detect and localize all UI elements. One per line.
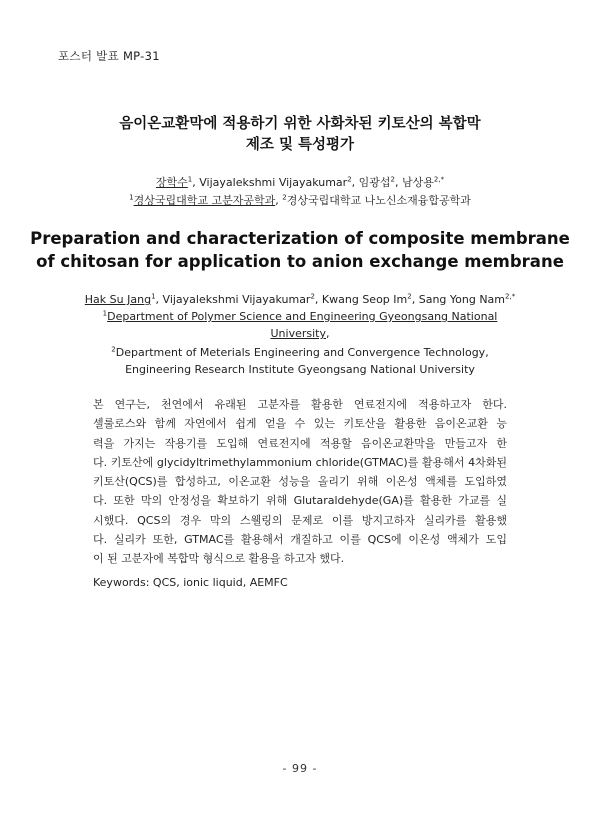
- aff-ko-2-sup: 2: [282, 193, 287, 202]
- author-ko-3-sup: 2: [390, 175, 396, 184]
- author-ko-3: 임광섭: [358, 176, 391, 189]
- authors-english: Hak Su Jang$^1$, Vijayalekshmi Vijayakumar$^2$, Kwang Seop Im$^2$, Sang Yong Nam$^{2,*}$: [84, 292, 516, 306]
- abstract-line: 키토산(QCS)를 합성하고, 이온교환 성능을 올리기 위해 이온성 액체를 도입하였: [93, 475, 507, 489]
- author-en-3-sup: 2: [407, 292, 412, 301]
- author-en-2-sup: 2: [310, 292, 315, 301]
- author-en-1: Hak Su Jang: [84, 293, 152, 306]
- abstract: [93, 395, 507, 569]
- page-label: 포스터 발표 MP-31: [58, 49, 160, 63]
- affiliation-en-1-line2: University,: [270, 327, 330, 340]
- affiliation-en-2-line2: Engineering Research Institute Gyeongsang National University: [125, 363, 475, 376]
- abstract-line: 력을 가지는 작용기를 도입해 연료전지에 적용할 음이온교환막을 만들고자 한: [93, 436, 507, 450]
- affiliations-korean: $^1$경상국립대학교 고분자공학과, $^2$경상국립대학교 나노신소재융합공학과: [129, 193, 471, 207]
- abstract-line: 이 된 고분자에 복합막 형식으로 활용을 하고자 했다.: [93, 552, 345, 566]
- author-ko-2-sup: 2: [347, 175, 352, 184]
- abstract-line: 셀룰로스와 함께 자연에서 쉽게 얻을 수 있는 키토산을 활용한 음이온교환 능: [93, 417, 507, 431]
- authors-korean: 장학수$^1$, Vijayalekshmi Vijayakumar$^2$, 임광섭$^2$, 남상용$^{2,*}$: [155, 175, 445, 189]
- abstract-line: 다. 또한 막의 안정성을 확보하기 위해 Glutaraldehyde(GA)를 활용한 가교를 실: [93, 494, 507, 508]
- abstract-line: 다. 실리카 또한, GTMAC를 활용해서 개질하고 이를 QCS에 이온성 액체가 도입: [93, 533, 507, 547]
- title-english-line1: Preparation and characterization of composite membrane: [30, 229, 570, 248]
- keywords: [93, 576, 288, 589]
- author-en-2: Vijayalekshmi Vijayakumar: [162, 293, 311, 306]
- author-ko-4-sup: 2,*: [433, 175, 445, 184]
- aff-ko-1-sup: 1: [129, 193, 134, 202]
- aff-en-1-text2: University: [270, 327, 326, 340]
- aff-ko-1: 경상국립대학교 고분자공학과: [133, 194, 276, 207]
- title-korean-line1: 음이온교환막에 적용하기 위한 사화차된 키토산의 복합막: [119, 116, 481, 132]
- affiliation-en-1-line1: [0, 310, 600, 323]
- aff-en-2-sup: 2: [111, 345, 116, 354]
- keywords-value: QCS, ionic liquid, AEMFC: [152, 576, 288, 589]
- author-en-4: Sang Yong Nam: [418, 293, 506, 306]
- author-ko-1-sup: 1: [187, 175, 193, 184]
- page-number: - 99 -: [282, 762, 318, 775]
- aff-en-2-text: Department of Meterials Engineering and Convergence Technology,: [115, 346, 489, 359]
- aff-ko-2: 경상국립대학교 나노신소재융합공학과: [286, 194, 471, 207]
- abstract-line: 시했다. QCS의 경우 막의 스웰링의 문제로 이를 방지고하자 실리카를 활용했: [93, 513, 507, 527]
- author-en-1-sup: 1: [151, 292, 156, 301]
- title-korean-line2: 제조 및 특성평가: [245, 137, 355, 153]
- author-ko-2: Vijayalekshmi Vijayakumar: [199, 176, 348, 189]
- affiliation-en-2-line1: [0, 346, 600, 359]
- keywords-label: Keywords:: [93, 576, 150, 589]
- author-ko-4: 남상용: [402, 176, 434, 189]
- author-ko-1: 장학수: [155, 176, 188, 189]
- aff-en-1-sup: 1: [102, 309, 108, 318]
- author-en-4-sup: 2,*: [505, 292, 516, 301]
- abstract-line: 다. 키토산에 glycidyltrimethylammonium chloride(GTMAC)를 활용해서 4차화된: [93, 455, 507, 469]
- abstract-line: 본 연구는, 천연에서 유래된 고분자를 활용한 연료전지에 적용하고자 한다.: [93, 398, 507, 411]
- aff-en-1-text: Department of Polymer Science and Engineering Gyeongsang National: [107, 310, 498, 323]
- author-en-3: Kwang Seop Im: [321, 293, 408, 306]
- title-english-line2: of chitosan for application to anion exchange membrane: [36, 252, 564, 271]
